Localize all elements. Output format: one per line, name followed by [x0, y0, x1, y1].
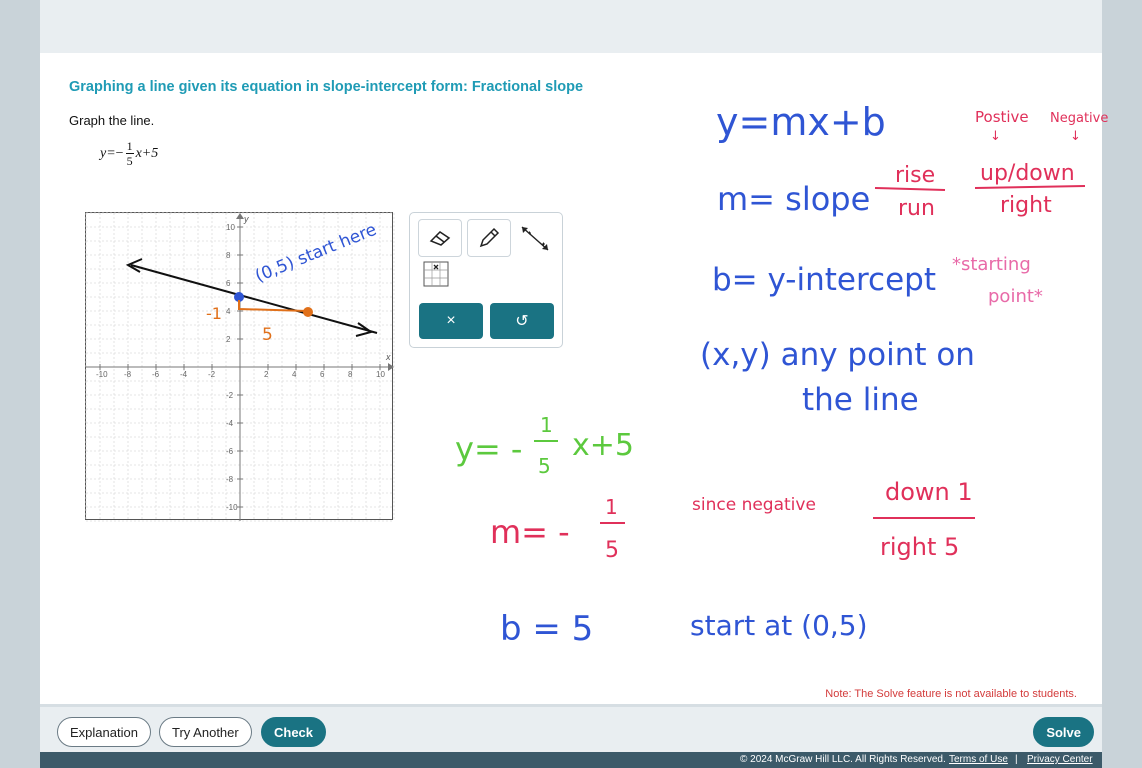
y-tick-label: 2 — [226, 335, 231, 344]
y-tick-label: -4 — [226, 419, 234, 428]
x-tick-label: 8 — [348, 370, 353, 379]
x-tick-label: -4 — [180, 370, 188, 379]
ink-right: right — [1000, 193, 1052, 218]
ink-general-form: y=mx+b — [716, 100, 886, 144]
ink-intercept-def: b= y-intercept — [712, 262, 936, 298]
try-another-button[interactable]: Try Another — [159, 717, 252, 747]
ink-eq-rest: x+5 — [572, 428, 634, 463]
problem-title: Graphing a line given its equation in slope-intercept form: Fractional slope — [69, 79, 584, 95]
equation-denominator: 5 — [126, 154, 133, 168]
ink-slope-def: m= slope — [717, 180, 871, 218]
start-here-note: (0,5) start here — [252, 219, 380, 287]
equation-sign: − — [115, 145, 124, 161]
x-tick-label: -10 — [96, 370, 108, 379]
ink-m-den: 5 — [605, 538, 619, 563]
clear-button[interactable]: × — [419, 303, 483, 339]
x-tick-label: 6 — [320, 370, 325, 379]
ink-b-value: b = 5 — [500, 609, 594, 649]
x-tick-label: 4 — [292, 370, 297, 379]
ink-m-num: 1 — [605, 495, 618, 519]
second-point-marker — [303, 307, 313, 317]
privacy-link[interactable]: Privacy Center — [1027, 754, 1093, 765]
ink-fraction-bar-rise-run — [875, 188, 945, 190]
y-tick-label: -6 — [226, 447, 234, 456]
footer — [40, 752, 1102, 768]
x-tick-label: 10 — [376, 370, 385, 379]
ink-xy-def-1: (x,y) any point on — [700, 337, 975, 373]
y-tick-label: 6 — [226, 279, 231, 288]
ink-point: point* — [988, 286, 1043, 307]
ink-negative-arrow: ↓ — [1070, 129, 1081, 144]
ink-eq-num: 1 — [540, 413, 553, 437]
ink-start-at: start at (0,5) — [690, 609, 868, 642]
equation-rest: x+5 — [135, 145, 159, 161]
y-axis-label: y — [244, 214, 249, 224]
ink-run: run — [898, 196, 935, 221]
problem-prompt: Graph the line. — [69, 113, 155, 128]
equation-lhs: y= — [100, 145, 116, 161]
y-tick-label: 8 — [226, 251, 231, 260]
ink-m-value-lhs: m= - — [490, 513, 570, 551]
ink-rise: rise — [895, 163, 936, 188]
ink-annotations — [40, 0, 1109, 700]
x-tick-label: 2 — [264, 370, 269, 379]
ink-eq-lhs: y= - — [455, 430, 523, 468]
solve-button[interactable]: Solve — [1033, 717, 1094, 747]
ink-since-negative: since negative — [692, 495, 816, 515]
ink-xy-def-2: the line — [802, 382, 919, 418]
x-tick-label: -2 — [208, 370, 216, 379]
ink-right5: right 5 — [880, 533, 960, 561]
ink-negative: Negative — [1050, 111, 1109, 126]
check-button[interactable]: Check — [261, 717, 326, 747]
y-tick-label: 4 — [226, 307, 231, 316]
explanation-button[interactable]: Explanation — [57, 717, 151, 747]
ink-starting: *starting — [952, 254, 1031, 275]
ink-down: down 1 — [885, 478, 973, 506]
rise-note: -1 — [206, 304, 222, 323]
solve-note: Note: The Solve feature is not available to students. — [825, 688, 1077, 700]
ink-positive: Postive — [975, 108, 1029, 126]
y-tick-label: -2 — [226, 391, 234, 400]
copyright: © 2024 McGraw Hill LLC. All Rights Reserved. — [740, 754, 946, 765]
ink-fraction-bar-up-right — [975, 186, 1085, 188]
ink-up-down: up/down — [980, 161, 1075, 186]
undo-button[interactable]: ↺ — [490, 303, 554, 339]
footer-separator: | — [1015, 754, 1018, 765]
x-tick-label: -8 — [124, 370, 132, 379]
terms-link[interactable]: Terms of Use — [949, 754, 1008, 765]
y-tick-label: -10 — [226, 503, 238, 512]
y-tick-label: 10 — [226, 223, 235, 232]
x-tick-label: -6 — [152, 370, 160, 379]
run-note: 5 — [262, 325, 273, 345]
y-tick-label: -8 — [226, 475, 234, 484]
app-frame — [40, 0, 1109, 768]
ink-eq-den: 5 — [538, 454, 551, 478]
equation-numerator: 1 — [126, 139, 133, 153]
ink-positive-arrow: ↓ — [990, 129, 1001, 144]
rise-run-path — [239, 300, 308, 311]
bottom-toolbar — [40, 704, 1102, 752]
drawn-line — [131, 265, 377, 333]
x-axis-label: x — [386, 352, 391, 362]
